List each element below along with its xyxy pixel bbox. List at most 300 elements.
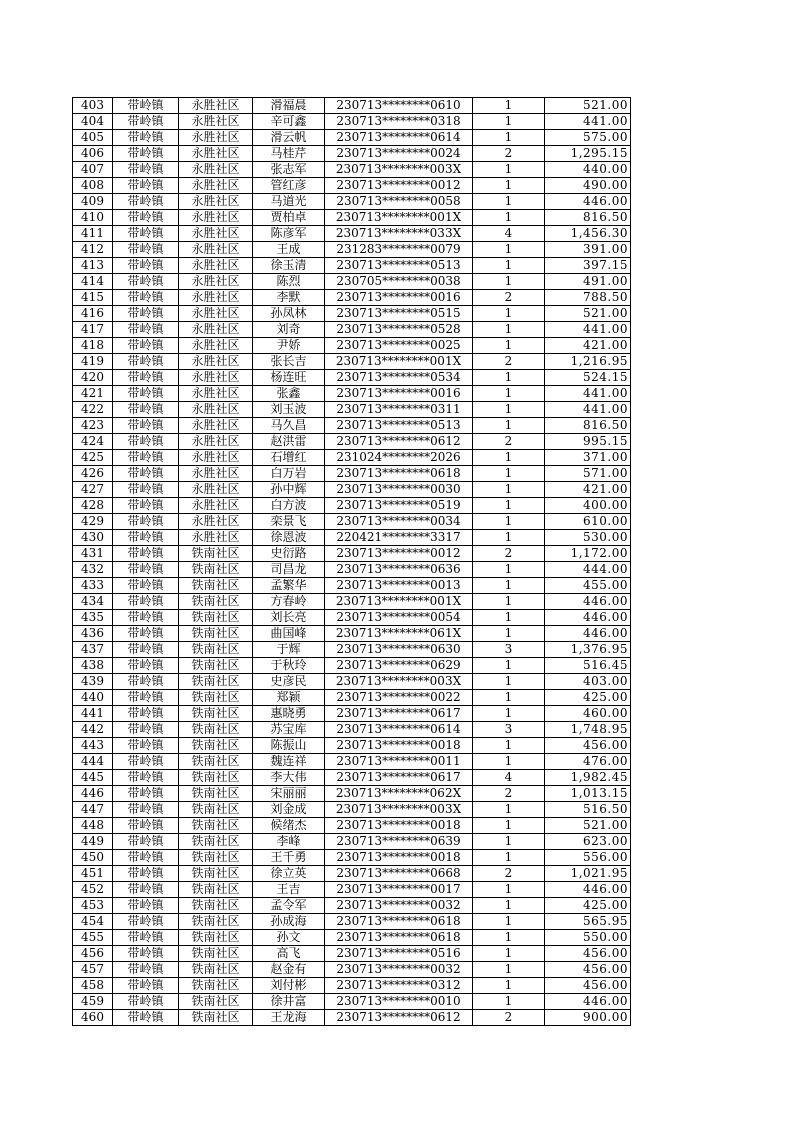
id-number-cell: 230713********003X (325, 802, 473, 818)
amount-cell: 816.50 (545, 210, 631, 226)
table-row (73, 594, 631, 610)
table-row (73, 866, 631, 882)
town-cell: 带岭镇 (113, 802, 179, 818)
household-count-cell: 1 (473, 978, 545, 994)
table-row (73, 850, 631, 866)
row-number: 436 (73, 626, 113, 642)
community-cell: 永胜社区 (179, 226, 253, 242)
household-count-cell: 4 (473, 770, 545, 786)
name-cell: 宋丽丽 (253, 786, 325, 802)
community-cell: 铁南社区 (179, 674, 253, 690)
community-cell: 铁南社区 (179, 898, 253, 914)
household-count-cell: 1 (473, 370, 545, 386)
town-cell: 带岭镇 (113, 546, 179, 562)
row-number: 440 (73, 690, 113, 706)
name-cell: 马桂芹 (253, 146, 325, 162)
household-count-cell: 1 (473, 754, 545, 770)
community-cell: 铁南社区 (179, 978, 253, 994)
household-count-cell: 1 (473, 578, 545, 594)
household-count-cell: 1 (473, 882, 545, 898)
name-cell: 孟繁华 (253, 578, 325, 594)
name-cell: 滑云帆 (253, 130, 325, 146)
row-number: 434 (73, 594, 113, 610)
id-number-cell: 230713********0030 (325, 482, 473, 498)
table-row (73, 162, 631, 178)
name-cell: 曲国峰 (253, 626, 325, 642)
row-number: 403 (73, 98, 113, 114)
community-cell: 永胜社区 (179, 258, 253, 274)
household-count-cell: 1 (473, 738, 545, 754)
amount-cell: 446.00 (545, 594, 631, 610)
town-cell: 带岭镇 (113, 418, 179, 434)
household-count-cell: 1 (473, 162, 545, 178)
name-cell: 王龙海 (253, 1010, 325, 1026)
amount-cell: 900.00 (545, 1010, 631, 1026)
id-number-cell: 230713********062X (325, 786, 473, 802)
household-count-cell: 1 (473, 898, 545, 914)
row-number: 432 (73, 562, 113, 578)
row-number: 444 (73, 754, 113, 770)
row-number: 419 (73, 354, 113, 370)
table-row (73, 546, 631, 562)
town-cell: 带岭镇 (113, 386, 179, 402)
town-cell: 带岭镇 (113, 642, 179, 658)
table-row (73, 274, 631, 290)
community-cell: 永胜社区 (179, 514, 253, 530)
benefit-roster-table (72, 97, 631, 1026)
community-cell: 永胜社区 (179, 162, 253, 178)
amount-cell: 1,216.95 (545, 354, 631, 370)
row-number: 448 (73, 818, 113, 834)
table-row (73, 434, 631, 450)
amount-cell: 1,295.15 (545, 146, 631, 162)
town-cell: 带岭镇 (113, 834, 179, 850)
name-cell: 李大伟 (253, 770, 325, 786)
amount-cell: 391.00 (545, 242, 631, 258)
household-count-cell: 3 (473, 722, 545, 738)
town-cell: 带岭镇 (113, 354, 179, 370)
household-count-cell: 1 (473, 306, 545, 322)
id-number-cell: 230713********0054 (325, 610, 473, 626)
name-cell: 司昌龙 (253, 562, 325, 578)
community-cell: 铁南社区 (179, 658, 253, 674)
town-cell: 带岭镇 (113, 722, 179, 738)
amount-cell: 456.00 (545, 978, 631, 994)
id-number-cell: 230705********0038 (325, 274, 473, 290)
table-row (73, 130, 631, 146)
town-cell: 带岭镇 (113, 370, 179, 386)
household-count-cell: 1 (473, 994, 545, 1010)
row-number: 425 (73, 450, 113, 466)
community-cell: 铁南社区 (179, 850, 253, 866)
name-cell: 白方波 (253, 498, 325, 514)
id-number-cell: 230713********0534 (325, 370, 473, 386)
household-count-cell: 1 (473, 706, 545, 722)
id-number-cell: 230713********0617 (325, 770, 473, 786)
household-count-cell: 1 (473, 338, 545, 354)
row-number: 423 (73, 418, 113, 434)
table-row (73, 658, 631, 674)
town-cell: 带岭镇 (113, 562, 179, 578)
community-cell: 铁南社区 (179, 754, 253, 770)
household-count-cell: 1 (473, 514, 545, 530)
town-cell: 带岭镇 (113, 146, 179, 162)
id-number-cell: 230713********0528 (325, 322, 473, 338)
id-number-cell: 220421********3317 (325, 530, 473, 546)
table-row (73, 786, 631, 802)
amount-cell: 446.00 (545, 882, 631, 898)
town-cell: 带岭镇 (113, 850, 179, 866)
name-cell: 张志军 (253, 162, 325, 178)
household-count-cell: 1 (473, 178, 545, 194)
id-number-cell: 230713********0618 (325, 466, 473, 482)
community-cell: 铁南社区 (179, 930, 253, 946)
town-cell: 带岭镇 (113, 1010, 179, 1026)
id-number-cell: 230713********001X (325, 594, 473, 610)
row-number: 435 (73, 610, 113, 626)
town-cell: 带岭镇 (113, 258, 179, 274)
amount-cell: 397.15 (545, 258, 631, 274)
community-cell: 铁南社区 (179, 610, 253, 626)
id-number-cell: 230713********0012 (325, 546, 473, 562)
household-count-cell: 1 (473, 850, 545, 866)
name-cell: 王成 (253, 242, 325, 258)
town-cell: 带岭镇 (113, 738, 179, 754)
household-count-cell: 2 (473, 290, 545, 306)
row-number: 445 (73, 770, 113, 786)
amount-cell: 403.00 (545, 674, 631, 690)
name-cell: 张长吉 (253, 354, 325, 370)
community-cell: 铁南社区 (179, 642, 253, 658)
table-row (73, 418, 631, 434)
amount-cell: 995.15 (545, 434, 631, 450)
table-row (73, 1010, 631, 1026)
table-body (73, 98, 631, 1026)
name-cell: 管红彦 (253, 178, 325, 194)
community-cell: 永胜社区 (179, 130, 253, 146)
table-row (73, 754, 631, 770)
household-count-cell: 1 (473, 98, 545, 114)
household-count-cell: 1 (473, 962, 545, 978)
id-number-cell: 230713********001X (325, 354, 473, 370)
table-row (73, 338, 631, 354)
table-row (73, 722, 631, 738)
town-cell: 带岭镇 (113, 530, 179, 546)
table-row (73, 530, 631, 546)
id-number-cell: 230713********0515 (325, 306, 473, 322)
name-cell: 史衍路 (253, 546, 325, 562)
id-number-cell: 230713********0612 (325, 434, 473, 450)
name-cell: 赵洪雷 (253, 434, 325, 450)
amount-cell: 610.00 (545, 514, 631, 530)
row-number: 447 (73, 802, 113, 818)
household-count-cell: 1 (473, 834, 545, 850)
row-number: 417 (73, 322, 113, 338)
id-number-cell: 231283********0079 (325, 242, 473, 258)
amount-cell: 1,172.00 (545, 546, 631, 562)
name-cell: 刘金成 (253, 802, 325, 818)
community-cell: 铁南社区 (179, 946, 253, 962)
town-cell: 带岭镇 (113, 594, 179, 610)
name-cell: 贾柏卓 (253, 210, 325, 226)
name-cell: 陈振山 (253, 738, 325, 754)
table-row (73, 882, 631, 898)
table-row (73, 322, 631, 338)
amount-cell: 1,376.95 (545, 642, 631, 658)
id-number-cell: 230713********0058 (325, 194, 473, 210)
id-number-cell: 230713********0519 (325, 498, 473, 514)
amount-cell: 446.00 (545, 994, 631, 1010)
community-cell: 铁南社区 (179, 690, 253, 706)
row-number: 413 (73, 258, 113, 274)
row-number: 429 (73, 514, 113, 530)
household-count-cell: 1 (473, 466, 545, 482)
table-row (73, 706, 631, 722)
amount-cell: 623.00 (545, 834, 631, 850)
name-cell: 徐井富 (253, 994, 325, 1010)
community-cell: 铁南社区 (179, 914, 253, 930)
community-cell: 铁南社区 (179, 594, 253, 610)
community-cell: 铁南社区 (179, 706, 253, 722)
household-count-cell: 1 (473, 114, 545, 130)
row-number: 416 (73, 306, 113, 322)
town-cell: 带岭镇 (113, 514, 179, 530)
community-cell: 铁南社区 (179, 770, 253, 786)
community-cell: 永胜社区 (179, 242, 253, 258)
table-row (73, 930, 631, 946)
household-count-cell: 1 (473, 322, 545, 338)
household-count-cell: 2 (473, 1010, 545, 1026)
row-number: 404 (73, 114, 113, 130)
household-count-cell: 1 (473, 562, 545, 578)
name-cell: 孙中辉 (253, 482, 325, 498)
amount-cell: 441.00 (545, 402, 631, 418)
household-count-cell: 1 (473, 818, 545, 834)
id-number-cell: 230713********0312 (325, 978, 473, 994)
table-row (73, 98, 631, 114)
amount-cell: 421.00 (545, 482, 631, 498)
id-number-cell: 230713********0630 (325, 642, 473, 658)
community-cell: 永胜社区 (179, 274, 253, 290)
table-row (73, 642, 631, 658)
amount-cell: 1,748.95 (545, 722, 631, 738)
town-cell: 带岭镇 (113, 322, 179, 338)
household-count-cell: 1 (473, 194, 545, 210)
town-cell: 带岭镇 (113, 914, 179, 930)
community-cell: 永胜社区 (179, 498, 253, 514)
row-number: 411 (73, 226, 113, 242)
table-row (73, 514, 631, 530)
table-row (73, 450, 631, 466)
name-cell: 白万岩 (253, 466, 325, 482)
id-number-cell: 230713********0636 (325, 562, 473, 578)
row-number: 424 (73, 434, 113, 450)
id-number-cell: 230713********0016 (325, 386, 473, 402)
id-number-cell: 230713********0025 (325, 338, 473, 354)
name-cell: 张鑫 (253, 386, 325, 402)
table-row (73, 226, 631, 242)
town-cell: 带岭镇 (113, 242, 179, 258)
amount-cell: 1,013.15 (545, 786, 631, 802)
town-cell: 带岭镇 (113, 770, 179, 786)
household-count-cell: 2 (473, 866, 545, 882)
household-count-cell: 1 (473, 210, 545, 226)
household-count-cell: 1 (473, 610, 545, 626)
row-number: 409 (73, 194, 113, 210)
amount-cell: 521.00 (545, 306, 631, 322)
name-cell: 滑福晨 (253, 98, 325, 114)
table-row (73, 562, 631, 578)
amount-cell: 421.00 (545, 338, 631, 354)
household-count-cell: 4 (473, 226, 545, 242)
name-cell: 高飞 (253, 946, 325, 962)
town-cell: 带岭镇 (113, 978, 179, 994)
row-number: 405 (73, 130, 113, 146)
amount-cell: 491.00 (545, 274, 631, 290)
community-cell: 铁南社区 (179, 1010, 253, 1026)
name-cell: 刘长亮 (253, 610, 325, 626)
name-cell: 于秋玲 (253, 658, 325, 674)
name-cell: 马道光 (253, 194, 325, 210)
household-count-cell: 1 (473, 594, 545, 610)
id-number-cell: 230713********0612 (325, 1010, 473, 1026)
amount-cell: 425.00 (545, 690, 631, 706)
row-number: 414 (73, 274, 113, 290)
table-row (73, 770, 631, 786)
household-count-cell: 1 (473, 258, 545, 274)
table-row (73, 242, 631, 258)
community-cell: 永胜社区 (179, 98, 253, 114)
table-row (73, 194, 631, 210)
table-row (73, 370, 631, 386)
town-cell: 带岭镇 (113, 754, 179, 770)
household-count-cell: 3 (473, 642, 545, 658)
household-count-cell: 1 (473, 402, 545, 418)
community-cell: 永胜社区 (179, 322, 253, 338)
row-number: 407 (73, 162, 113, 178)
amount-cell: 456.00 (545, 962, 631, 978)
amount-cell: 516.50 (545, 802, 631, 818)
household-count-cell: 2 (473, 354, 545, 370)
id-number-cell: 230713********0614 (325, 722, 473, 738)
amount-cell: 571.00 (545, 466, 631, 482)
community-cell: 铁南社区 (179, 834, 253, 850)
community-cell: 永胜社区 (179, 386, 253, 402)
row-number: 406 (73, 146, 113, 162)
name-cell: 徐立英 (253, 866, 325, 882)
name-cell: 赵金有 (253, 962, 325, 978)
community-cell: 永胜社区 (179, 466, 253, 482)
table-row (73, 834, 631, 850)
table-row (73, 290, 631, 306)
community-cell: 永胜社区 (179, 450, 253, 466)
amount-cell: 455.00 (545, 578, 631, 594)
table-row (73, 354, 631, 370)
name-cell: 尹娇 (253, 338, 325, 354)
row-number: 452 (73, 882, 113, 898)
amount-cell: 441.00 (545, 322, 631, 338)
town-cell: 带岭镇 (113, 338, 179, 354)
name-cell: 惠晓勇 (253, 706, 325, 722)
community-cell: 铁南社区 (179, 578, 253, 594)
amount-cell: 524.15 (545, 370, 631, 386)
household-count-cell: 1 (473, 802, 545, 818)
row-number: 420 (73, 370, 113, 386)
community-cell: 永胜社区 (179, 194, 253, 210)
amount-cell: 446.00 (545, 610, 631, 626)
row-number: 455 (73, 930, 113, 946)
table-row (73, 962, 631, 978)
community-cell: 铁南社区 (179, 738, 253, 754)
id-number-cell: 230713********0011 (325, 754, 473, 770)
name-cell: 于辉 (253, 642, 325, 658)
name-cell: 孙凤林 (253, 306, 325, 322)
amount-cell: 476.00 (545, 754, 631, 770)
table-row (73, 402, 631, 418)
name-cell: 陈彦军 (253, 226, 325, 242)
amount-cell: 1,456.30 (545, 226, 631, 242)
amount-cell: 530.00 (545, 530, 631, 546)
row-number: 446 (73, 786, 113, 802)
town-cell: 带岭镇 (113, 482, 179, 498)
household-count-cell: 1 (473, 914, 545, 930)
name-cell: 郑颖 (253, 690, 325, 706)
name-cell: 李默 (253, 290, 325, 306)
amount-cell: 521.00 (545, 98, 631, 114)
row-number: 438 (73, 658, 113, 674)
id-number-cell: 230713********0668 (325, 866, 473, 882)
row-number: 442 (73, 722, 113, 738)
amount-cell: 371.00 (545, 450, 631, 466)
community-cell: 永胜社区 (179, 114, 253, 130)
town-cell: 带岭镇 (113, 866, 179, 882)
name-cell: 苏宝库 (253, 722, 325, 738)
amount-cell: 460.00 (545, 706, 631, 722)
household-count-cell: 1 (473, 274, 545, 290)
community-cell: 永胜社区 (179, 306, 253, 322)
town-cell: 带岭镇 (113, 466, 179, 482)
table-row (73, 610, 631, 626)
name-cell: 候绪杰 (253, 818, 325, 834)
row-number: 410 (73, 210, 113, 226)
town-cell: 带岭镇 (113, 994, 179, 1010)
id-number-cell: 230713********0017 (325, 882, 473, 898)
amount-cell: 565.95 (545, 914, 631, 930)
id-number-cell: 230713********003X (325, 162, 473, 178)
row-number: 430 (73, 530, 113, 546)
id-number-cell: 230713********001X (325, 210, 473, 226)
name-cell: 方春岭 (253, 594, 325, 610)
community-cell: 永胜社区 (179, 530, 253, 546)
id-number-cell: 230713********0614 (325, 130, 473, 146)
town-cell: 带岭镇 (113, 578, 179, 594)
community-cell: 永胜社区 (179, 434, 253, 450)
id-number-cell: 230713********033X (325, 226, 473, 242)
table-row (73, 578, 631, 594)
town-cell: 带岭镇 (113, 786, 179, 802)
table-row (73, 994, 631, 1010)
amount-cell: 1,982.45 (545, 770, 631, 786)
town-cell: 带岭镇 (113, 962, 179, 978)
row-number: 415 (73, 290, 113, 306)
town-cell: 带岭镇 (113, 498, 179, 514)
community-cell: 永胜社区 (179, 178, 253, 194)
name-cell: 孟令军 (253, 898, 325, 914)
name-cell: 杨连旺 (253, 370, 325, 386)
community-cell: 铁南社区 (179, 802, 253, 818)
amount-cell: 516.45 (545, 658, 631, 674)
table-row (73, 210, 631, 226)
